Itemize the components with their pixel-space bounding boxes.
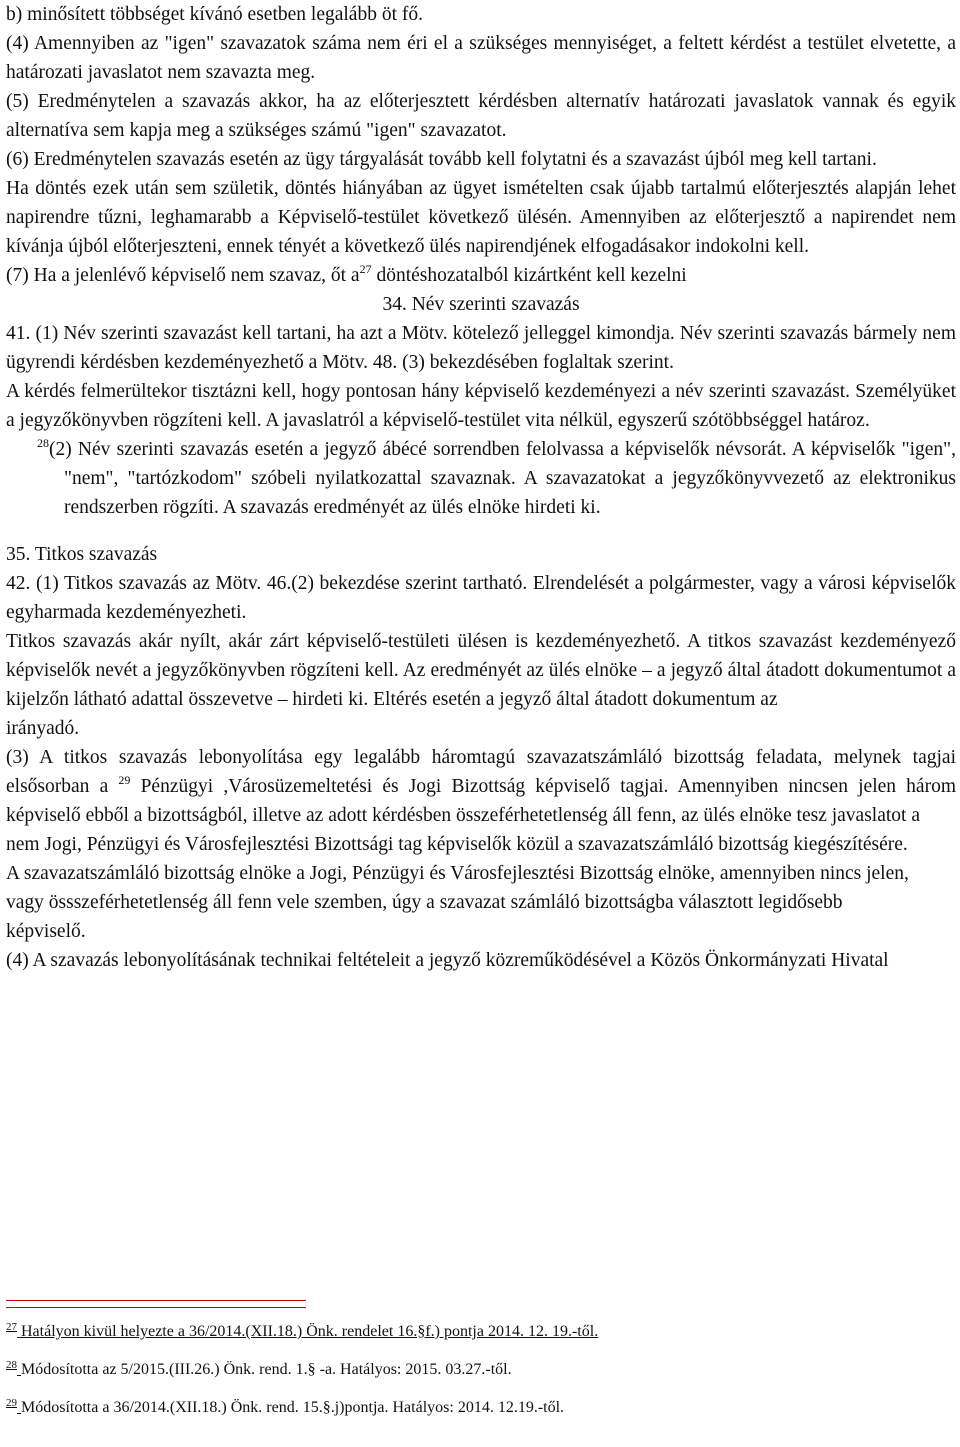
paragraph-text: (3) A titkos szavazás lebonyolítása egy legalább háromtagú szavazatszámláló bizottság feladata, melynek tagjai elsősorban a [6,747,956,797]
footnote-number: 27 [6,1321,17,1333]
section-heading: 35. Titkos szavazás [6,544,158,565]
spacer [6,522,956,540]
footnote-ref[interactable]: 29 [118,773,131,787]
paragraph [6,261,956,290]
paragraph-text: (7) Ha a jelenlévő képviselő nem szavaz, őt a [6,265,360,286]
section-heading: 34. Név szerinti szavazás [382,294,580,315]
footnote-text: Módosította az 5/2015.(III.26.) Önk. rend. 1.§ -a. Hatályos: 2015. 03.27.-től. [21,1361,512,1378]
paragraph [6,743,956,830]
paragraph: A kérdés felmerültekor tisztázni kell, hogy pontosan hány képviselő kezdeményezi a név szerinti szavazást. Személyüket a jegyzőkönyvben rögzíteni kell. A javaslatról a képviselő-testület vita nélkül, egyszerű szótöbbséggel határoz. [6,381,956,431]
footnotes [6,1300,956,1436]
paragraph: b) minősített többséget kívánó esetben legalább öt fő. [6,4,423,25]
paragraph: képviselő. [6,921,86,942]
footnote-ref[interactable]: 28 [37,436,49,450]
paragraph: (5) Eredménytelen a szavazás akkor, ha az előterjesztett kérdésben alternatív határozati javaslatok vannak és egyik alternatíva sem kapja meg a szükséges számú "igen" szavazatot. [6,91,956,141]
paragraph: vagy össszeférhetetlenség áll fenn vele szemben, úgy a szavazat számláló bizottságba választott legidősebb [6,892,843,913]
paragraph: irányadó. [6,718,80,739]
footnote-separator [6,1300,306,1301]
paragraph-text: (2) Név szerinti szavazás esetén a jegyző ábécé sorrendben felolvassa a képviselők névsorát. A képviselők "igen", "nem", "tartózkodom" szóbeli nyilatkozattal szavaznak. A szavazatokat a jegyzőkönyvvezető az elektronikus rendszerben rögzíti. A szavazás eredményét az ülés elnöke hirdeti ki. [49,439,956,518]
paragraph [6,435,956,522]
paragraph: 41. (1) Név szerinti szavazást kell tartani, ha azt a Mötv. kötelező jelleggel kimondja. Név szerinti szavazás bármely nem ügyrendi kérdésben kezdeményezhető a Mötv. 48. (3) bekezdésében foglaltak szerint. [6,323,956,373]
paragraph: (6) Eredménytelen szavazás esetén az ügy tárgyalását tovább kell folytatni és a szavazást újból meg kell tartani. [6,149,877,170]
paragraph-text: döntéshozatalból kizártként kell kezelni [371,265,687,286]
paragraph: (4) A szavazás lebonyolításának technikai feltételeit a jegyző közreműködésével a Közös Önkormányzati Hivatal [6,950,889,971]
paragraph: A szavazatszámláló bizottság elnöke a Jogi, Pénzügyi és Városfejlesztési Bizottság elnöke, amennyiben nincs jelen, [6,863,909,884]
footnote-text: Módosította a 36/2014.(XII.18.) Önk. rend. 15.§.j)pontja. Hatályos: 2014. 12.19.-től. [21,1399,565,1416]
footnote [6,1398,956,1418]
footnote-number: 28 [6,1359,17,1371]
footnote-number: 29 [6,1397,17,1409]
paragraph: nem Jogi, Pénzügyi és Városfejlesztési Bizottsági tag képviselők közül a szavazatszámláló bizottság kiegészítésére. [6,834,908,855]
paragraph: 42. (1) Titkos szavazás az Mötv. 46.(2) bekezdése szerint tartható. Elrendelését a polgármester, vagy a városi képviselők egyharmada kezdeményezheti. [6,573,956,623]
footnote [6,1360,956,1380]
paragraph: (4) Amennyiben az "igen" szavazatok száma nem éri el a szükséges mennyiséget, a feltett kérdést a testület elvetette, a határozati javaslatot nem szavazta meg. [6,33,956,83]
paragraph: Titkos szavazás akár nyílt, akár zárt képviselő-testületi ülésen is kezdeményezhető. A titkos szavazást kezdeményező képviselők nevét a jegyzőkönyvben rögzíteni kell. Az eredményét az ülés elnöke – a jegyző által átadott dokumentumot a kijelzőn látható adattal összevetve – hirdeti ki. Eltérés esetén a jegyző által átadott dokumentum az [6,631,956,710]
document-body [6,0,956,975]
paragraph-text: Pénzügyi ,Városüzemeltetési és Jogi Bizottság képviselő tagjai. Amennyiben nincsen jelen három képviselő ebből a bizottságból, illetve az adott kérdésben összeférhetetlenség áll fenn, az ülés elnöke tesz javaslatot a [6,776,957,826]
paragraph: Ha döntés ezek után sem születik, döntés hiányában az ügyet ismételten csak újabb tartalmú előterjesztés alapján lehet napirendre tűzni, leghamarabb a Képviselő-testület következő ülésén. Amennyiben az előterjesztő a napirendet nem kívánja újból előterjeszteni, ennek tényét a következő ülés napirendjének elfogadásakor indokolni kell. [6,178,956,257]
footnote [6,1322,956,1342]
footnote-text: Hatályon kivül helyezte a 36/2014.(XII.18.) Önk. rendelet 16.§f.) pontja 2014. 12. 19.-től. [17,1323,599,1340]
footnote-ref[interactable]: 27 [359,262,372,276]
footnote-separator [6,1307,306,1308]
